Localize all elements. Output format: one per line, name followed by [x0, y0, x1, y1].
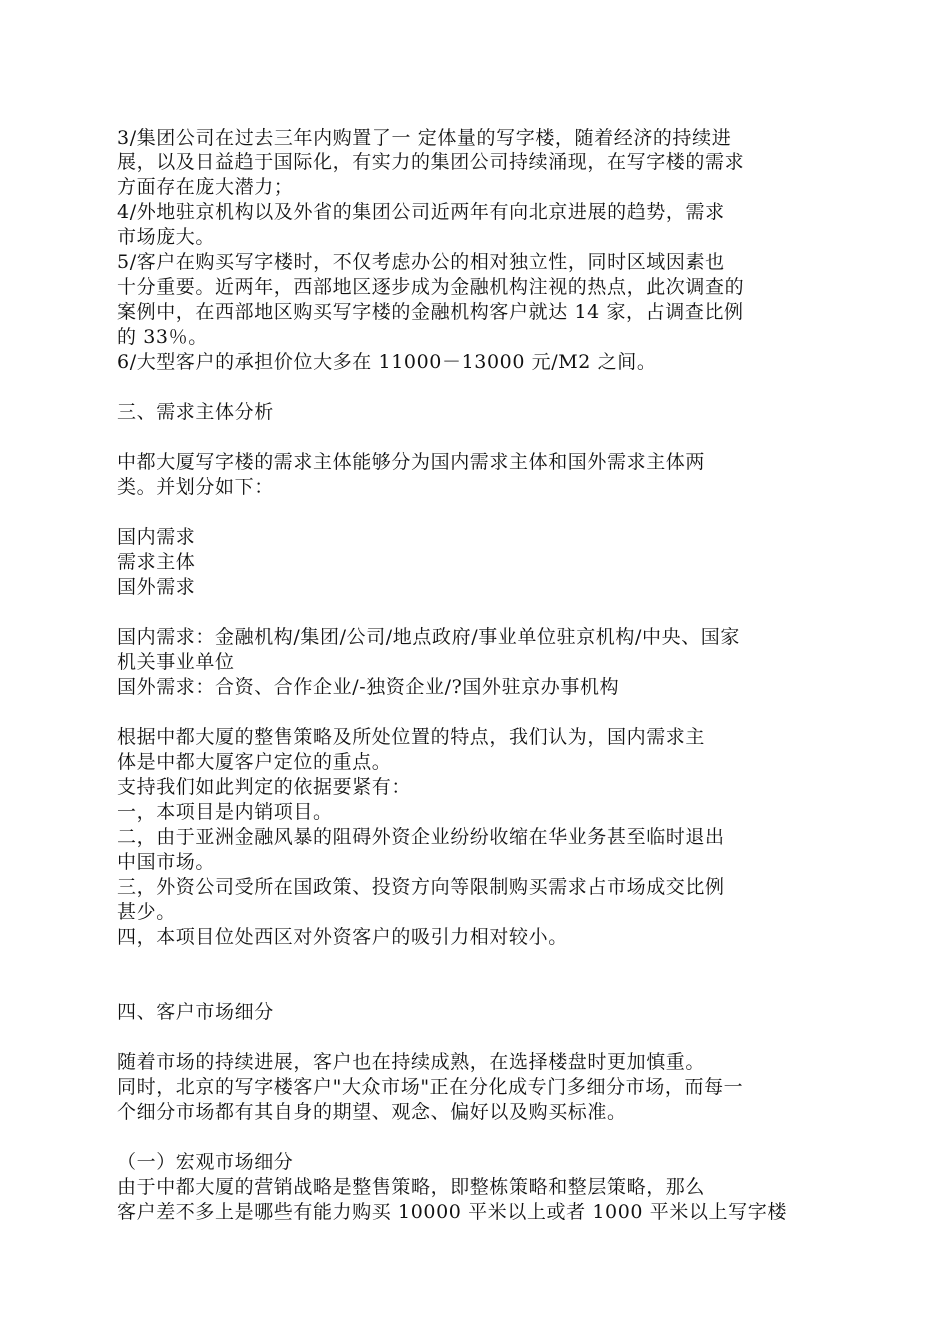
diagram-label: 需求主体 — [117, 551, 196, 573]
subsection-heading: （一）宏观市场细分 — [117, 1151, 294, 1173]
diagram-label: 国内需求 — [117, 526, 196, 548]
text-line: 中国市场。 — [117, 851, 216, 873]
text-line: 十分重要。近两年，西部地区逐步成为金融机构注视的热点，此次调查的 — [117, 276, 745, 298]
text-line: 二，由于亚洲金融风暴的阻碍外资企业纷纷收缩在华业务甚至临时退出 — [117, 826, 725, 848]
text-line: 体是中都大厦客户定位的重点。 — [117, 751, 392, 773]
text-line: 同时，北京的写字楼客户"大众市场"正在分化成专门多细分市场，而每一 — [117, 1076, 744, 1098]
text-line: 随着市场的持续进展，客户也在持续成熟，在选择楼盘时更加慎重。 — [117, 1051, 706, 1073]
text-line: 市场庞大。 — [117, 226, 216, 248]
section-heading: 四、客户市场细分 — [117, 1001, 274, 1023]
text-line: 国外需求：合资、合作企业/-独资企业/?国外驻京办事机构 — [117, 676, 620, 698]
text-line: 四，本项目位处西区对外资客户的吸引力相对较小。 — [117, 926, 568, 948]
text-line: 国内需求：金融机构/集团/公司/地点政府/事业单位驻京机构/中央、国家 — [117, 626, 741, 648]
text-line: 方面存在庞大潜力； — [117, 176, 294, 198]
text-line: 个细分市场都有其自身的期望、观念、偏好以及购买标准。 — [117, 1101, 627, 1123]
section-heading: 三、需求主体分析 — [117, 401, 274, 423]
text-line: 一，本项目是内销项目。 — [117, 801, 333, 823]
text-line: 中都大厦写字楼的需求主体能够分为国内需求主体和国外需求主体两 — [117, 451, 706, 473]
text-line: 案例中，在西部地区购买写字楼的金融机构客户就达 14 家，占调查比例 — [117, 301, 744, 323]
text-line: 类。并划分如下： — [117, 476, 274, 498]
text-line: 3/集团公司在过去三年内购置了一 定体量的写字楼，随着经济的持续进 — [117, 127, 732, 149]
text-line: 根据中都大厦的整售策略及所处位置的特点，我们认为，国内需求主 — [117, 726, 706, 748]
text-line: 由于中都大厦的营销战略是整售策略，即整栋策略和整层策略，那么 — [117, 1176, 706, 1198]
diagram-label: 国外需求 — [117, 576, 196, 598]
text-line: 4/外地驻京机构以及外省的集团公司近两年有向北京进展的趋势，需求 — [117, 201, 725, 223]
text-line: 客户差不多上是哪些有能力购买 10000 平米以上或者 1000 平米以上写字楼 — [117, 1201, 787, 1223]
text-line: 5/客户在购买写字楼时，不仅考虑办公的相对独立性，同时区域因素也 — [117, 251, 725, 273]
text-line: 展，以及日益趋于国际化，有实力的集团公司持续涌现，在写字楼的需求 — [117, 151, 745, 173]
text-line: 甚少。 — [117, 901, 176, 923]
text-line: 机关事业单位 — [117, 651, 235, 673]
text-line: 支持我们如此判定的依据要紧有： — [117, 776, 412, 798]
text-line: 的 33％。 — [117, 326, 208, 348]
text-line: 三，外资公司受所在国政策、投资方向等限制购买需求占市场成交比例 — [117, 876, 725, 898]
text-line: 6/大型客户的承担价位大多在 11000－13000 元/M2 之间。 — [117, 351, 657, 373]
